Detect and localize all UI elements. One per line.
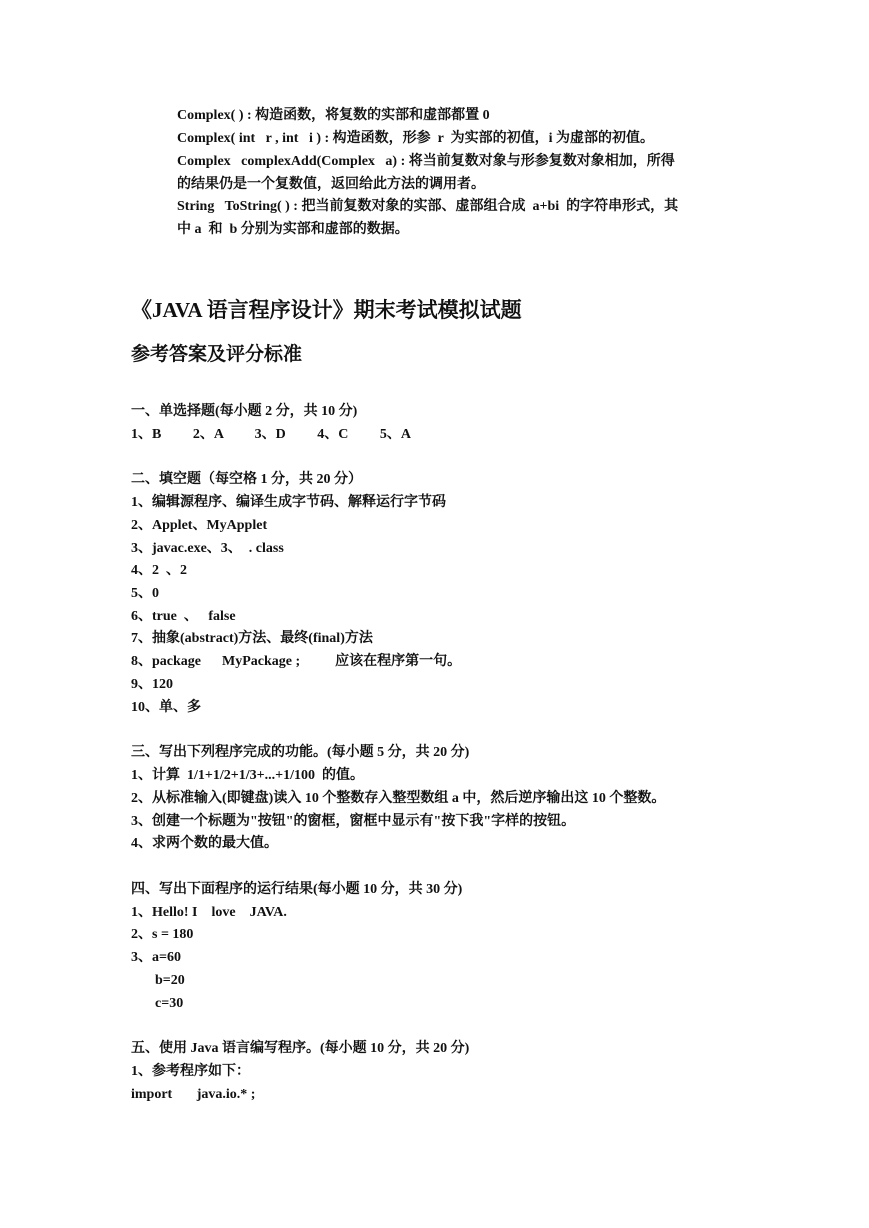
section-4-item: 2、s = 180	[131, 927, 194, 942]
section-5-heading: 五、使用 Java 语言编写程序。(每小题 10 分，共 20 分)	[131, 1041, 470, 1056]
section-3-item: 1、计算 1/1+1/2+1/3+...+1/100 的值。	[131, 768, 364, 783]
section-2-heading: 二、填空题（每空格 1 分，共 20 分）	[131, 472, 362, 487]
section-2-item: 3、javac.exe、3、 . class	[131, 541, 284, 556]
section-5-item: 1、参考程序如下：	[131, 1064, 250, 1079]
section-2-item: 7、抽象(abstract)方法、最终(final)方法	[131, 631, 373, 646]
section-4-item: 1、Hello! I love JAVA.	[131, 905, 287, 920]
section-2-item: 1、编辑源程序、编译生成字节码、解释运行字节码	[131, 495, 446, 510]
section-2-item: 2、Applet、MyApplet	[131, 518, 268, 533]
section-2-item: 5、0	[131, 586, 159, 601]
intro-line-3: Complex complexAdd(Complex a) : 将当前复数对象与形参复数对象相加，所得	[177, 154, 675, 169]
section-3-item: 4、求两个数的最大值。	[131, 836, 278, 851]
section-4-heading: 四、写出下面程序的运行结果(每小题 10 分，共 30 分)	[131, 882, 463, 897]
section-3-heading: 三、写出下列程序完成的功能。(每小题 5 分，共 20 分)	[131, 745, 470, 760]
intro-line-4: 的结果仍是一个复数值，返回给此方法的调用者。	[177, 177, 485, 192]
section-2-item: 8、package MyPackage ; 应该在程序第一句。	[131, 654, 462, 669]
intro-line-1: Complex( ) : 构造函数，将复数的实部和虚部都置 0	[177, 108, 490, 123]
section-1-answers: 1、B 2、A 3、D 4、C 5、A	[131, 427, 412, 442]
section-3-item: 3、创建一个标题为"按钮"的窗框，窗框中显示有"按下我"字样的按钮。	[131, 814, 576, 829]
section-1-heading: 一、单选择题(每小题 2 分，共 10 分)	[131, 404, 358, 419]
section-2-item: 4、2 、2	[131, 563, 187, 578]
page-subtitle: 参考答案及评分标准	[131, 344, 303, 365]
intro-line-5: String ToString( ) : 把当前复数对象的实部、虚部组合成 a+bi 的字符串形式，其	[177, 199, 679, 214]
section-3-item: 2、从标准输入(即键盘)读入 10 个整数存入整型数组 a 中，然后逆序输出这 10 个整数。	[131, 791, 666, 806]
section-4-item: b=20	[155, 973, 185, 988]
section-4-item: c=30	[155, 996, 184, 1011]
intro-line-6: 中 a 和 b 分别为实部和虚部的数据。	[177, 222, 409, 237]
section-4-item: 3、a=60	[131, 950, 181, 965]
page-title: 《JAVA 语言程序设计》期末考试模拟试题	[131, 298, 522, 322]
section-5-item: import java.io.* ;	[131, 1087, 256, 1102]
section-2-item: 9、120	[131, 677, 173, 692]
intro-line-2: Complex( int r , int i ) : 构造函数，形参 r 为实部的初值，i 为虚部的初值。	[177, 131, 655, 146]
section-2-item: 6、true 、 false	[131, 609, 236, 624]
section-2-item: 10、单、多	[131, 700, 201, 715]
